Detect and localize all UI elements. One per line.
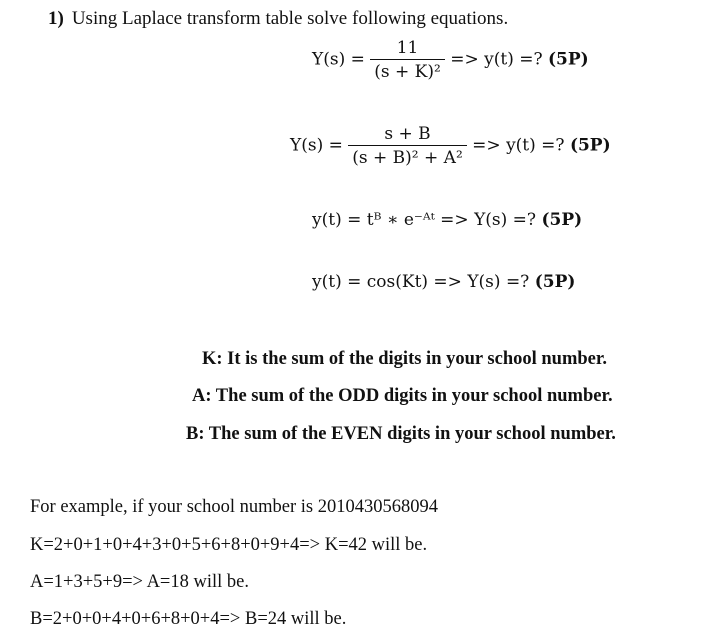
- equation-2-numerator: s + B: [384, 124, 431, 144]
- equation-4-points: (5P): [534, 272, 576, 292]
- equation-4-text: y(t) = cos(Kt) => Y(s) =?: [312, 272, 535, 292]
- example-line-a: A=1+3+5+9=> A=18 will be.: [30, 572, 249, 592]
- equation-1-numerator: 11: [396, 38, 419, 58]
- equation-1: [312, 38, 589, 82]
- equation-1-fraction: [370, 38, 445, 82]
- definition-b: B: The sum of the EVEN digits in your school number.: [186, 424, 616, 444]
- definition-k: K: It is the sum of the digits in your school number.: [202, 349, 607, 369]
- equation-3-text: y(t) = tᴮ ∗ e⁻ᴬᵗ => Y(s) =?: [312, 210, 542, 230]
- equation-1-points: (5P): [548, 49, 589, 70]
- example-line-k: K=2+0+1+0+4+3+0+5+6+8+0+9+4=> K=42 will be.: [30, 535, 428, 555]
- example-line-b: B=2+0+0+4+0+6+8+0+4=> B=24 will be.: [30, 609, 347, 629]
- equation-2-rhs: => y(t) =?: [472, 135, 570, 156]
- question-number: 1): [48, 8, 64, 29]
- equation-1-denominator: (s + K)²: [370, 59, 445, 82]
- equation-2-lhs: Y(s) =: [290, 135, 343, 156]
- definition-a: A: The sum of the ODD digits in your school number.: [192, 386, 613, 406]
- example-intro: For example, if your school number is 2010430568094: [30, 497, 438, 517]
- equation-3: [312, 210, 582, 230]
- equation-2: [290, 124, 611, 168]
- question-title: [48, 8, 508, 30]
- equation-4: [312, 272, 575, 292]
- equation-2-fraction: [348, 124, 467, 168]
- equation-1-rhs: => y(t) =?: [450, 49, 548, 70]
- equation-1-lhs: Y(s) =: [312, 49, 365, 70]
- equation-3-points: (5P): [541, 210, 583, 230]
- question-text: Using Laplace transform table solve following equations.: [71, 8, 509, 29]
- equation-2-denominator: (s + B)² + A²: [348, 145, 467, 168]
- equation-2-points: (5P): [569, 135, 611, 156]
